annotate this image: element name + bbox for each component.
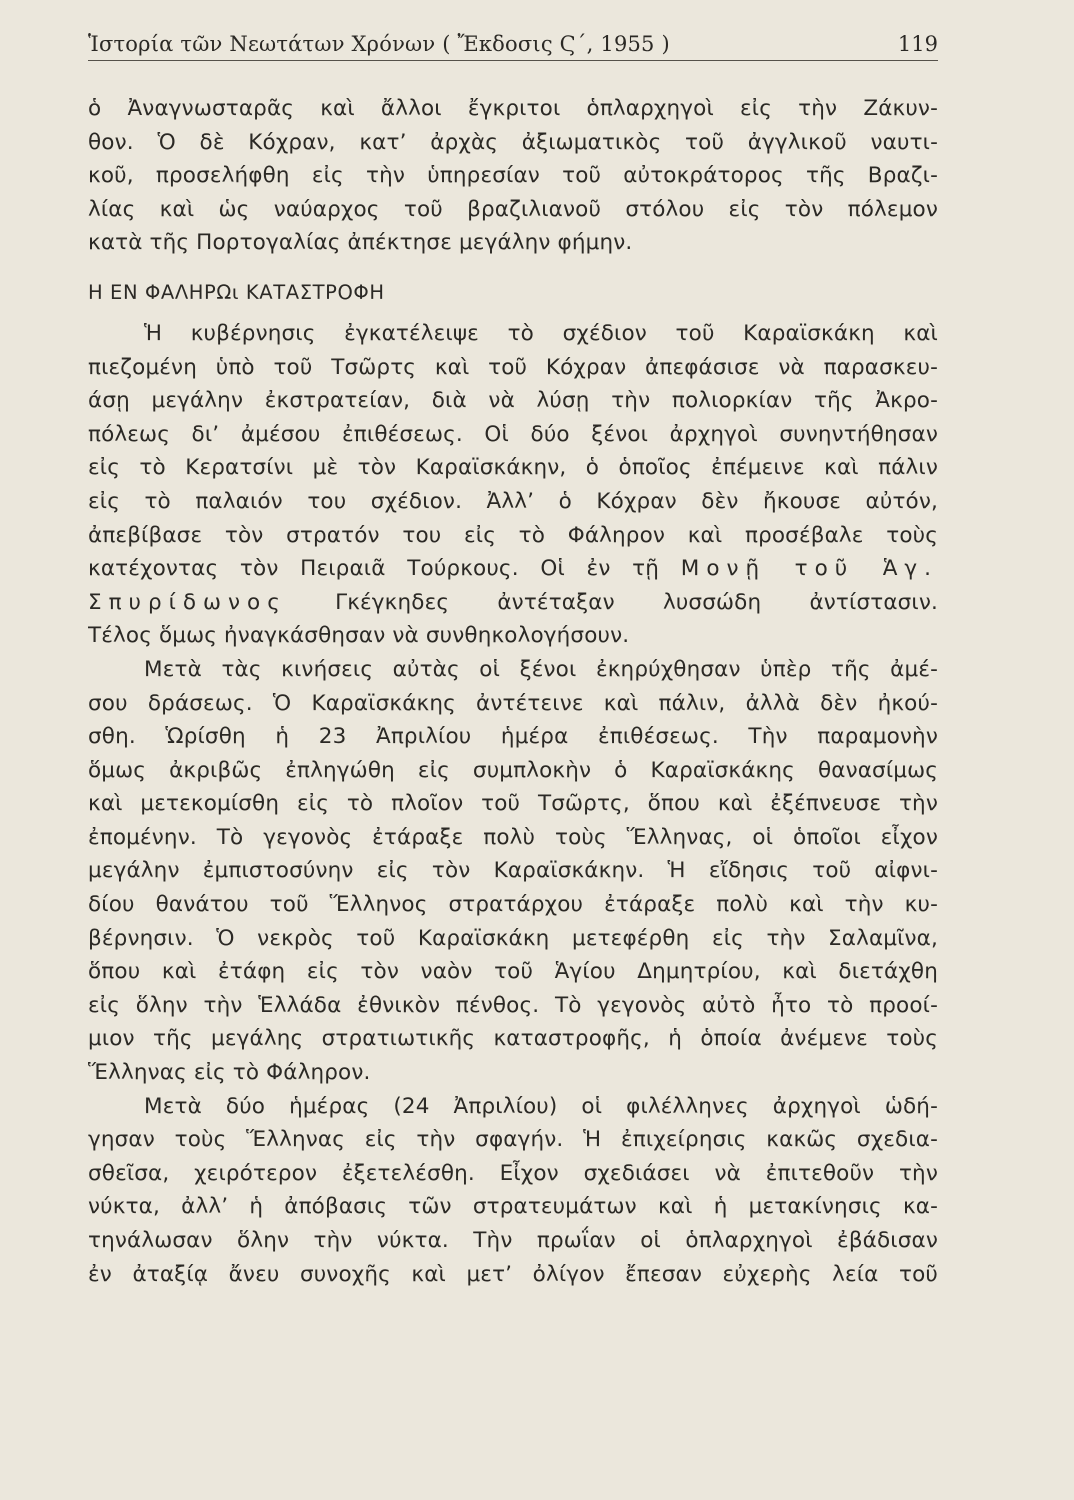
text-line: εἰς τὸ Κερατσίνι μὲ τὸν Καραϊσκάκην, ὁ ὁποῖος ἐπέμεινε καὶ πάλιν (88, 455, 938, 481)
opening-paragraph (88, 92, 938, 260)
text-line: ὅμως ἀκριβῶς ἐπληγώθη εἰς συμπλοκὴν ὁ Καραϊσκάκης θανασίμως (88, 757, 938, 783)
text-line: νύκτα, ἀλλ’ ἡ ἀπόβασις τῶν στρατευμάτων καὶ ἡ μετακίνησις κα- (88, 1194, 938, 1220)
text-line: ἀπεβίβασε τὸν στρατόν του εἰς τὸ Φάληρον καὶ προσέβαλε τοὺς (88, 522, 938, 548)
text-line: σου δράσεως. Ὁ Καραϊσκάκης ἀντέτεινε καὶ πάλιν, ἀλλὰ δὲν ἠκού- (88, 690, 938, 716)
text-line: τηνάλωσαν ὅλην τὴν νύκτα. Τὴν πρωΐαν οἱ ὁπλαρχηγοὶ ἐβάδισαν (88, 1228, 938, 1253)
section-heading: Η ΕΝ ΦΑΛΗΡΩι ΚΑΤΑΣΤΡΟΦΗ (88, 280, 385, 304)
text-line: δίου θανάτου τοῦ Ἕλληνος στρατάρχου ἐτάραξε πολὺ καὶ τὴν κυ- (88, 892, 938, 918)
paragraph-1 (88, 317, 938, 653)
text-line: μιον τῆς μεγάλης στρατιωτικῆς καταστροφῆς, ἡ ὁποία ἀνέμενε τοὺς (88, 1026, 938, 1052)
text-line: θον. Ὁ δὲ Κόχραν, κατ’ ἀρχὰς ἀξιωματικὸς τοῦ ἀγγλικοῦ ναυτι- (88, 129, 938, 155)
running-header (88, 30, 938, 61)
text-line: Τέλος ὅμως ἠναγκάσθησαν νὰ συνθηκολογήσουν. (88, 623, 630, 649)
text-line: εἰς ὅλην τὴν Ἑλλάδα ἐθνικὸν πένθος. Τὸ γεγονὸς αὐτὸ ἦτο τὸ προοί- (88, 992, 938, 1018)
spaced-emphasis: Σπυρίδωνος (88, 589, 287, 615)
text-line: βέρνησιν. Ὁ νεκρὸς τοῦ Καραϊσκάκη μετεφέρθη εἰς τὴν Σαλαμῖνα, (88, 925, 938, 951)
text-line: Μετὰ τὰς κινήσεις αὐτὰς οἱ ξένοι ἐκηρύχθησαν ὑπὲρ τῆς ἀμέ- (144, 656, 938, 682)
text-line: ὅπου καὶ ἐτάφη εἰς τὸν ναὸν τοῦ Ἁγίου Δημητρίου, καὶ διετάχθη (88, 959, 938, 985)
text-line: κατὰ τῆς Πορτογαλίας ἀπέκτησε μεγάλην φήμην. (88, 230, 633, 256)
spaced-emphasis: Μονῇ τοῦ Ἁγ. (680, 556, 938, 582)
line-text: Γκέγκηδες ἀντέταξαν λυσσώδη ἀντίστασιν. (335, 589, 938, 615)
paragraph-3 (88, 1090, 938, 1292)
text-line: σθη. Ὡρίσθη ἡ 23 Ἀπριλίου ἡμέρα ἐπιθέσεως. Τὴν παραμονὴν (88, 724, 938, 750)
text-line: ὁ Ἀναγνωσταρᾶς καὶ ἄλλοι ἔγκριτοι ὁπλαρχηγοὶ εἰς τὴν Ζάκυν- (88, 96, 938, 121)
text-line: εἰς τὸ παλαιόν του σχέδιον. Ἀλλ’ ὁ Κόχραν δὲν ἤκουσε αὐτόν, (88, 488, 938, 514)
text-line: Μετὰ δύο ἡμέρας (24 Ἀπριλίου) οἱ φιλέλληνες ἀρχηγοὶ ὡδή- (144, 1093, 938, 1119)
text-line (88, 586, 938, 620)
body-text (88, 92, 938, 1291)
text-line: άσῃ μεγάλην ἐκστρατείαν, διὰ νὰ λύσῃ τὴν πολιορκίαν τῆς Ἀκρο- (88, 388, 938, 414)
paragraph-2 (88, 653, 938, 1090)
text-line: καὶ μετεκομίσθη εἰς τὸ πλοῖον τοῦ Τσῶρτς, ὅπου καὶ ἐξέπνευσε τὴν (88, 791, 938, 817)
running-title: Ἱστορία τῶν Νεωτάτων Χρόνων ( Ἔκδοσις Ϛ΄, 1955 ) (88, 32, 670, 56)
text-line: μεγάλην ἐμπιστοσύνην εἰς τὸν Καραϊσκάκην. Ἡ εἴδησις τοῦ αἰφνι- (88, 858, 938, 884)
text-line: ἐπομένην. Τὸ γεγονὸς ἐτάραξε πολὺ τοὺς Ἕλληνας, οἱ ὁποῖοι εἶχον (88, 824, 938, 850)
text-line: σθεῖσα, χειρότερον ἐξετελέσθη. Εἶχον σχεδιάσει νὰ ἐπιτεθοῦν τὴν (88, 1160, 938, 1186)
text-line (88, 552, 938, 586)
text-line: ἐν ἀταξίᾳ ἄνευ συνοχῆς καὶ μετ’ ὀλίγον ἔπεσαν εὐχερὴς λεία τοῦ (88, 1261, 938, 1287)
text-line: πιεζομένη ὑπὸ τοῦ Τσῶρτς καὶ τοῦ Κόχραν ἀπεφάσισε νὰ παρασκευ- (88, 354, 938, 380)
text-line: Ἕλληνας εἰς τὸ Φάληρον. (88, 1060, 371, 1086)
text-line: λίας καὶ ὡς ναύαρχος τοῦ βραζιλιανοῦ στόλου εἰς τὸν πόλεμον (88, 196, 938, 222)
text-line: πόλεως δι’ ἀμέσου ἐπιθέσεως. Οἱ δύο ξένοι ἀρχηγοὶ συνηντήθησαν (88, 421, 938, 447)
page-number: 119 (897, 32, 938, 56)
text-line: Ἡ κυβέρνησις ἐγκατέλειψε τὸ σχέδιον τοῦ Καραϊσκάκη καὶ (144, 320, 938, 346)
text-line: κοῦ, προσελήφθη εἰς τὴν ὑπηρεσίαν τοῦ αὐτοκράτορος τῆς Βραζι- (88, 163, 938, 189)
line-text: κατέχοντας τὸν Πειραιᾶ Τούρκους. Οἱ ἐν τῇ (88, 556, 660, 582)
text-line: γησαν τοὺς Ἕλληνας εἰς τὴν σφαγήν. Ἡ ἐπιχείρησις κακῶς σχεδια- (88, 1127, 938, 1153)
paragraph-gap (88, 260, 938, 276)
